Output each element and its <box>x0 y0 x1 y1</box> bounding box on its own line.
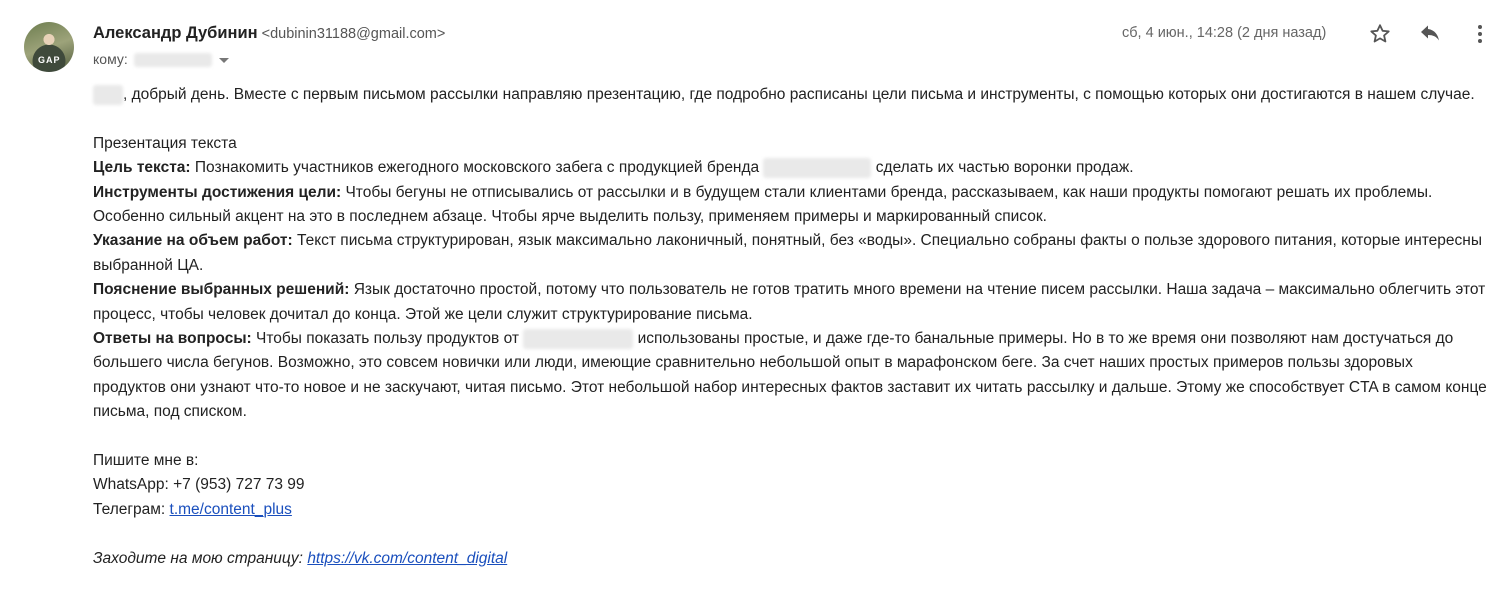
sender-avatar[interactable] <box>24 22 74 72</box>
greeting-paragraph <box>93 83 1488 107</box>
presentation-title: Презентация текста <box>93 134 237 152</box>
answers-text-2: использованы простые, и даже где-то банальные примеры. Но в то же время они позволяют нам достучаться до большего числа бегунов. Возможно, это совсем новички или люди, имеющие сравнительно небольшой опыт в марафонском беге. За счет наших простых примеров пользы здоровых продуктов они узнают что-то новое и не заскучают, читая письмо. Этот небольшой набор интересных фактов заставит их читать рассылку и дальше. Этому же способствует CTA в самом конце письма, под списком. <box>93 330 1487 421</box>
goal-label: Цель текста: <box>93 159 191 177</box>
goal-paragraph <box>93 156 1488 180</box>
tools-text: Чтобы бегуны не отписывались от рассылки и в будущем стали клиентами бренда, рассказываем, как наши продукты помогают решать их проблемы. Особенно сильный акцент на это в последнем абзаце. Чтобы ярче выделить пользу, применяем примеры и маркированный список. <box>93 183 1433 226</box>
reply-icon[interactable] <box>1417 21 1443 47</box>
greeting-text: , добрый день. Вместе с первым письмом рассылки направляю презентацию, где подробно расписаны цели письма и инструменты, с помощью которых они достигаются в нашем случае. <box>123 86 1475 103</box>
explain-label: Пояснение выбранных решений: <box>93 281 350 299</box>
answers-label: Ответы на вопросы: <box>93 330 252 348</box>
answers-text-1: Чтобы показать пользу продуктов от <box>251 330 524 348</box>
scope-paragraph <box>93 229 1488 278</box>
vk-link[interactable]: https://vk.com/content_digital <box>307 549 508 567</box>
answers-paragraph <box>93 327 1488 425</box>
vk-line <box>93 547 1488 571</box>
goal-text-1: Познакомить участников ежегодного московского забега с продукцией бренда <box>190 159 764 177</box>
avatar-shirt-text: GAP <box>38 55 61 65</box>
recipient-redacted <box>134 53 212 67</box>
recipient-name-redacted <box>93 85 123 105</box>
recipient-line <box>93 51 229 67</box>
contact-intro: Пишите мне в: <box>93 452 199 470</box>
goal-text-2: сделать их частью воронки продаж. <box>871 159 1134 177</box>
explain-text: Язык достаточно простой, потому что пользователь не готов тратить много времени на чтение писем рассылки. Наша задача – максимально облегчить этот процесс, чтобы человек дочитал до конца. Этой же цели служит структурирование письма. <box>93 281 1486 323</box>
explain-paragraph <box>93 278 1488 327</box>
brand-name-redacted-2 <box>523 329 633 349</box>
telegram-line <box>93 498 1488 522</box>
tools-label: Инструменты достижения цели: <box>93 183 342 201</box>
sender-name[interactable]: Александр Дубинин <box>93 24 258 42</box>
more-vert-icon[interactable] <box>1467 21 1493 47</box>
vk-label: Заходите на мою страницу: <box>93 549 308 567</box>
whatsapp-line: WhatsApp: +7 (953) 727 73 99 <box>93 476 305 494</box>
message-body <box>93 83 1488 571</box>
scope-text: Текст письма структурирован, язык максимально лаконичный, понятный, без «воды». Специально собраны факты о пользе здорового питания, которые интересны выбранной ЦА. <box>93 232 1482 274</box>
tools-paragraph <box>93 181 1488 230</box>
telegram-label: Телеграм: <box>93 500 170 518</box>
recipient-details-chevron-down-icon[interactable] <box>219 58 229 63</box>
sender-line <box>93 24 445 43</box>
scope-label: Указание на объем работ: <box>93 232 293 250</box>
telegram-link[interactable]: t.me/content_plus <box>169 500 292 518</box>
brand-name-redacted <box>763 158 871 178</box>
sender-email: <dubinin31188@gmail.com> <box>261 26 446 42</box>
to-label: кому: <box>93 51 128 67</box>
message-date: сб, 4 июн., 14:28 (2 дня назад) <box>1122 25 1327 41</box>
star-icon[interactable] <box>1367 21 1393 47</box>
